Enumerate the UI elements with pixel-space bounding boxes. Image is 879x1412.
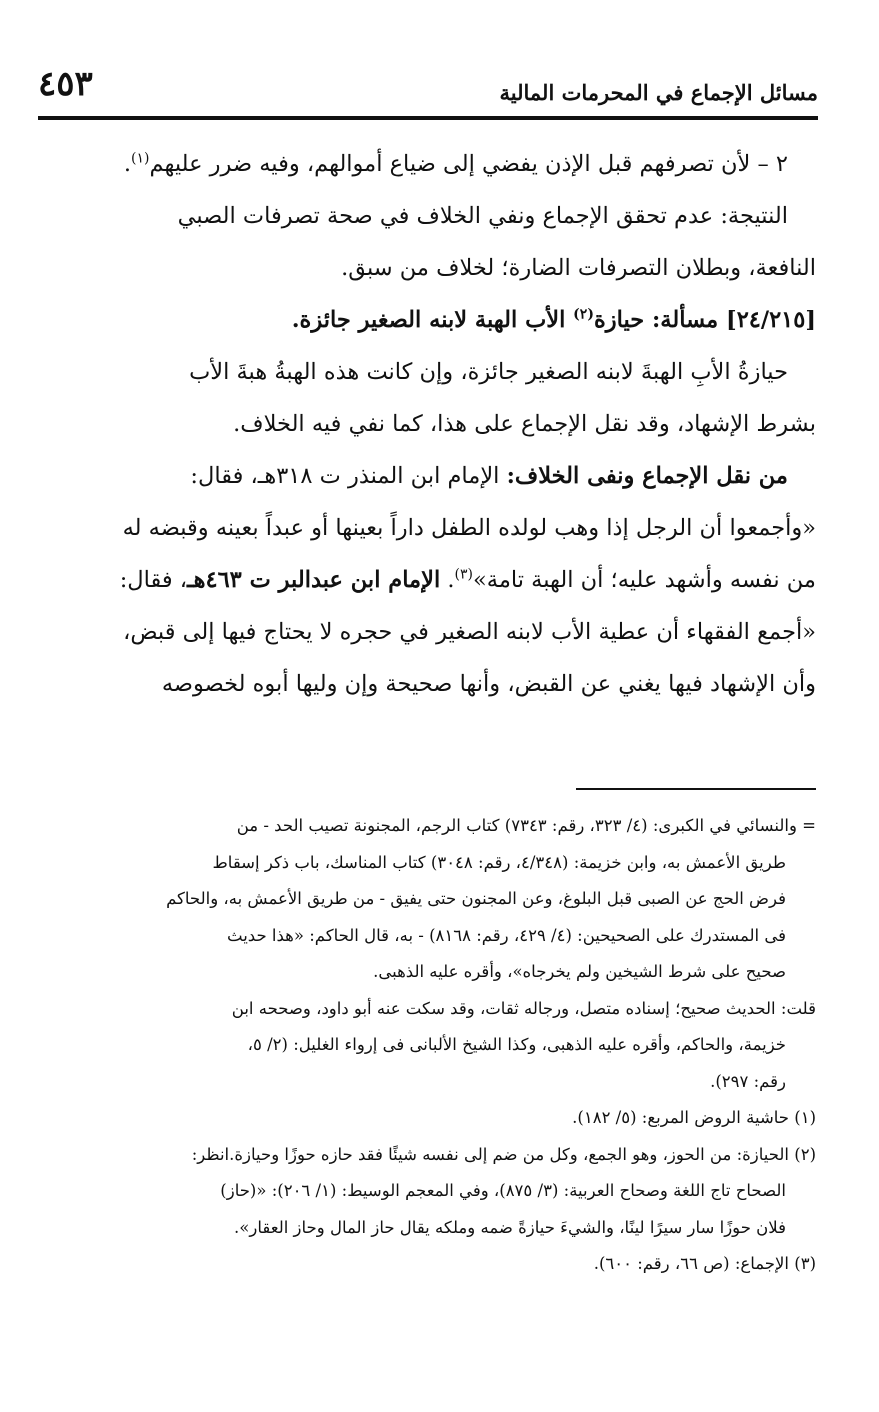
text-span: ٢ – لأن تصرفهم قبل الإذن يفضي إلى ضياع أموالهم، وفيه ضرر عليهم xyxy=(149,151,788,177)
main-text xyxy=(40,138,816,710)
text-line xyxy=(40,554,816,606)
text-line xyxy=(40,138,816,190)
text-span: [٢٤/٢١٥] مسألة: حيازة xyxy=(593,307,816,333)
footnote-ref: (١) xyxy=(131,150,150,167)
text-span: . xyxy=(123,151,132,177)
text-line: حيازةُ الأبِ الهبةَ لابنه الصغير جائزة، وإن كانت هذه الهبةُ هبةَ الأب xyxy=(189,359,788,385)
footnote-line: الصحاح تاج اللغة وصحاح العربية: (٣/ ٨٧٥)، وفي المعجم الوسيط: (١/ ٢٠٦): «(حاز) xyxy=(220,1181,786,1200)
footnote-line: صحيح على شرط الشيخين ولم يخرجاه»، وأقره عليه الذهبى. xyxy=(373,962,786,981)
footnote-line: قلت: الحديث صحيح؛ إسناده متصل، ورجاله ثقات، وقد سكت عنه أبو داود، وصححه ابن xyxy=(231,998,816,1018)
footnote-line: = والنسائي في الكبرى: (٤/ ٣٢٣، رقم: ٧٣٤٣) كتاب الرجم، المجنونة تصيب الحد - من xyxy=(236,816,816,835)
text-line: وأن الإشهاد فيها يغني عن القبض، وأنها صحيحة وإن وليها أبوه لخصوصه xyxy=(161,671,816,697)
text-line xyxy=(40,450,816,502)
footnote-line: فرض الحج عن الصبى قبل البلوغ، وعن المجنون حتى يفيق - من طريق الأعمش به، والحاكم xyxy=(166,889,786,908)
header-rule xyxy=(38,116,818,120)
text-line: بشرط الإشهاد، وقد نقل الإجماع على هذا، كما نفي فيه الخلاف. xyxy=(233,411,816,437)
text-line: النتيجة: عدم تحقق الإجماع ونفي الخلاف في صحة تصرفات الصبي xyxy=(177,203,788,229)
footnote-line: (٣) الإجماع: (ص ٦٦، رقم: ٦٠٠). xyxy=(593,1254,816,1273)
footnote-separator xyxy=(576,788,816,790)
footnote-line: فلان حوزًا سار سيرًا لينًا، والشيءَ حيازةً ضمه وملكه يقال حاز المال وحاز العقار». xyxy=(234,1217,786,1237)
text-line: «وأجمعوا أن الرجل إذا وهب لولده الطفل داراً بعينها أو عبداً بعينه وقبضه له xyxy=(122,515,816,541)
page-number: ٤٥٣ xyxy=(38,64,93,104)
footnote-line: (١) حاشية الروض المربع: (٥/ ١٨٢). xyxy=(572,1108,816,1127)
footnote-ref: (٢) xyxy=(573,306,594,323)
bold-span: من نقل الإجماع ونفى الخلاف: xyxy=(506,463,788,489)
text-line: «أجمع الفقهاء أن عطية الأب لابنه الصغير في حجره لا يحتاج فيها إلى قبض، xyxy=(123,619,816,645)
text-span: . xyxy=(440,567,455,593)
text-span: من نفسه وأشهد عليه؛ أن الهبة تامة» xyxy=(472,567,816,593)
issue-heading xyxy=(40,294,816,346)
text-span: الأب الهبة لابنه الصغير جائزة. xyxy=(291,307,574,333)
page-header xyxy=(38,62,818,120)
footnote-line: طريق الأعمش به، وابن خزيمة: (٤/٣٤٨، رقم: ٣٠٤٨) كتاب المناسك، باب ذكر إسقاط xyxy=(212,852,786,872)
footnote-line: فى المستدرك على الصحيحين: (٤/ ٤٢٩، رقم: ٨١٦٨) - به، قال الحاكم: «هذا حديث xyxy=(227,925,786,945)
footnote-line: خزيمة، والحاكم، وأقره عليه الذهبى، وكذا الشيخ الألبانى فى إرواء الغليل: (٢/ ٥، xyxy=(247,1035,786,1054)
text-span: الإمام ابن المنذر ت ٣١٨هـ، فقال: xyxy=(190,463,507,489)
footnote-line: (٢) الحيازة: من الحوز، وهو الجمع، وكل من ضم إلى نفسه شيئًا فقد حازه حوزًا وحيازة.انظر: xyxy=(191,1144,816,1164)
running-title: مسائل الإجماع في المحرمات المالية xyxy=(499,80,818,105)
text-span: ، فقال: xyxy=(119,567,188,593)
text-line: النافعة، وبطلان التصرفات الضارة؛ لخلاف من سبق. xyxy=(341,255,816,281)
footnotes xyxy=(40,808,816,1283)
footnote-line: رقم: ٢٩٧). xyxy=(710,1071,786,1091)
footnote-ref: (٣) xyxy=(454,566,473,583)
bold-span: الإمام ابن عبدالبر ت ٤٦٣هـ xyxy=(187,567,441,593)
